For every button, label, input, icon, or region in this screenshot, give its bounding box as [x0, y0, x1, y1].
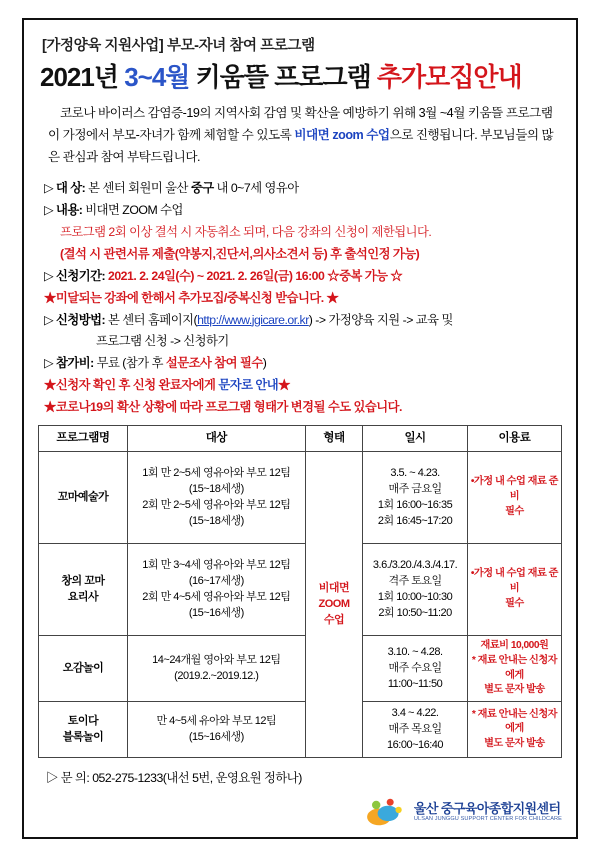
detail-note-1: 프로그램 2회 이상 결석 시 자동취소 되며, 다음 강좌의 신청이 제한됩니다. [60, 224, 432, 239]
detail-fee-value: 무료 (참가 후 [96, 356, 166, 371]
detail-period [44, 266, 562, 288]
intro-paragraph [48, 102, 556, 168]
row-1-target: 1회 만 3~4세 영유아와 부모 12팀 (16~17세생) 2회 만 4~5세 영유아와 부모 12팀 (15~16세생) [127, 544, 305, 636]
row-3-name: 토이다 블록놀이 [39, 702, 128, 758]
table-row [39, 702, 562, 758]
content-frame [22, 18, 578, 839]
detail-fee-label: 참가비: [55, 356, 97, 371]
detail-target-value2: 내 0~7세 영유아 [213, 181, 299, 196]
th-program-name: 프로그램명 [39, 426, 128, 452]
contact-line: ▷ 문 의: 052-275-1233(내선 5번, 운영요원 정하나) [46, 771, 302, 786]
detail-confirm-value: 신청자 확인 후 신청 완료자에게 [55, 378, 219, 393]
row-1-name: 창의 꼬마 요리사 [39, 544, 128, 636]
format-cell: 비대면 ZOOM 수업 [305, 452, 363, 758]
th-target: 대상 [127, 426, 305, 452]
detail-covid-value: 코로나19의 확산 상황에 따라 프로그램 형태가 변경될 수도 있습니다. [55, 400, 402, 415]
triangle-icon: ▷ [44, 268, 53, 283]
table-row [39, 452, 562, 544]
detail-note-2: (결석 시 관련서류 제출(약봉지,진단서,의사소견서 등) 후 출석인정 가능) [60, 246, 420, 261]
detail-extra-recruit [44, 288, 562, 310]
detail-target-emphasis: 중구 [190, 181, 214, 196]
detail-confirm-value2: ★ [278, 378, 290, 393]
triangle-icon: ▷ [44, 356, 53, 371]
center-logo-icon [365, 795, 407, 829]
intro-text-a: 코로나 바이러스 감염증-19의 지역사회 감염 및 확산을 예방하기 위해 3월 ~4월 키움뜰 프로그램이 가정에서 부모-자녀가 함께 체험할 수 있도록 [48, 106, 553, 143]
row-1-schedule: 3.6./3.20./4.3./4.17. 격주 토요일 1회 10:00~10:30 2회 10:50~11:20 [363, 544, 468, 636]
detail-fee-value2: ) [262, 356, 267, 371]
table-row [39, 636, 562, 702]
detail-target-label: 대 상: [55, 181, 89, 196]
detail-apply-label: 신청방법: [55, 312, 108, 327]
row-2-schedule: 3.10. ~ 4.28. 매주 수요일 11:00~11:50 [363, 636, 468, 702]
triangle-icon: ▷ [44, 181, 53, 196]
th-format: 형태 [305, 426, 363, 452]
star-icon: ★ [44, 378, 56, 393]
title-recruit: 추가모집안내 [376, 62, 522, 92]
detail-period-label: 신청기간: [55, 268, 108, 283]
star-icon: ★ [44, 400, 56, 415]
triangle-icon: ▷ [44, 312, 53, 327]
row-3-fee: * 재료 안내는 신청자에게 별도 문자 발송 [467, 702, 561, 758]
detail-content-label: 내용: [55, 203, 86, 217]
detail-apply-continued: 프로그램 신청 -> 신청하기 [96, 334, 229, 349]
title-year: 2021년 [40, 62, 125, 92]
row-0-target: 1회 만 2~5세 영유아와 부모 12팀 (15~18세생) 2회 만 2~5세 영유아와 부모 12팀 (15~18세생) [127, 452, 305, 544]
detail-covid-notice [44, 397, 562, 419]
row-1-fee: •가정 내 수업 재료 준비 필수 [467, 544, 561, 636]
detail-content [44, 200, 562, 222]
row-2-fee: 재료비 10,000원 * 재료 안내는 신청자에게 별도 문자 발송 [467, 636, 561, 702]
th-schedule: 일시 [363, 426, 468, 452]
th-fee: 이용료 [467, 426, 561, 452]
table-header-row [39, 426, 562, 452]
row-2-name: 오감놀이 [39, 636, 128, 702]
row-2-target: 14~24개월 영아와 부모 12팀 (2019.2.~2019.12.) [127, 636, 305, 702]
program-subtitle: [가정양육 지원사업] 부모-자녀 참여 프로그램 [42, 38, 315, 54]
title-program: 키움뜰 프로그램 [189, 62, 377, 92]
detail-confirm-emphasis: 문자로 안내 [218, 378, 279, 393]
detail-extra-recruit-value: 미달되는 강좌에 한해서 추가모집/중복신청 받습니다. ★ [55, 290, 339, 305]
detail-period-value: 2021. 2. 24일(수) ~ 2021. 2. 26일(금) 16:00 ☆중복 가능 ☆ [108, 268, 403, 283]
triangle-icon: ▷ [44, 203, 53, 217]
center-logo [365, 795, 562, 829]
table-row [39, 544, 562, 636]
center-name: 울산 중구육아종합지원센터 [413, 800, 561, 816]
title-months: 3~4월 [124, 62, 190, 92]
detail-content-value: 비대면 ZOOM 수업 [85, 203, 183, 217]
detail-target [44, 178, 562, 200]
detail-apply-value: 본 센터 홈페이지( [108, 312, 198, 327]
page-title [40, 57, 562, 94]
intro-highlight: 비대면 zoom 수업 [294, 128, 390, 143]
row-0-name: 꼬마예술가 [39, 452, 128, 544]
row-0-schedule: 3.5. ~ 4.23. 매주 금요일 1회 16:00~16:35 2회 16:45~17:20 [363, 452, 468, 544]
row-0-fee: •가정 내 수업 재료 준비 필수 [467, 452, 561, 544]
center-homepage-link[interactable]: http://www.jgicare.or.kr [197, 312, 309, 327]
row-3-target: 만 4~5세 유아와 부모 12팀 (15~16세생) [127, 702, 305, 758]
details-list [44, 178, 562, 419]
star-icon: ★ [44, 290, 56, 305]
detail-confirm-sms [44, 375, 562, 397]
row-3-schedule: 3.4 ~ 4.22. 매주 목요일 16:00~16:40 [363, 702, 468, 758]
detail-target-value: 본 센터 회원미 울산 [88, 181, 191, 196]
detail-how-to-apply [44, 310, 562, 332]
detail-apply-value2: ) -> 가정양육 지원 -> 교육 및 [308, 312, 453, 327]
detail-fee-emphasis: 설문조사 참여 필수 [165, 356, 263, 371]
intro-text-b: 으로 진행됩니다. 부모님들의 많은 관심과 참여 부탁드립니다. [48, 128, 554, 165]
center-name-en: ULSAN JUNGGU SUPPORT CENTER FOR CHILDCARE [413, 816, 562, 823]
detail-fee [44, 353, 562, 375]
program-table [38, 425, 562, 758]
